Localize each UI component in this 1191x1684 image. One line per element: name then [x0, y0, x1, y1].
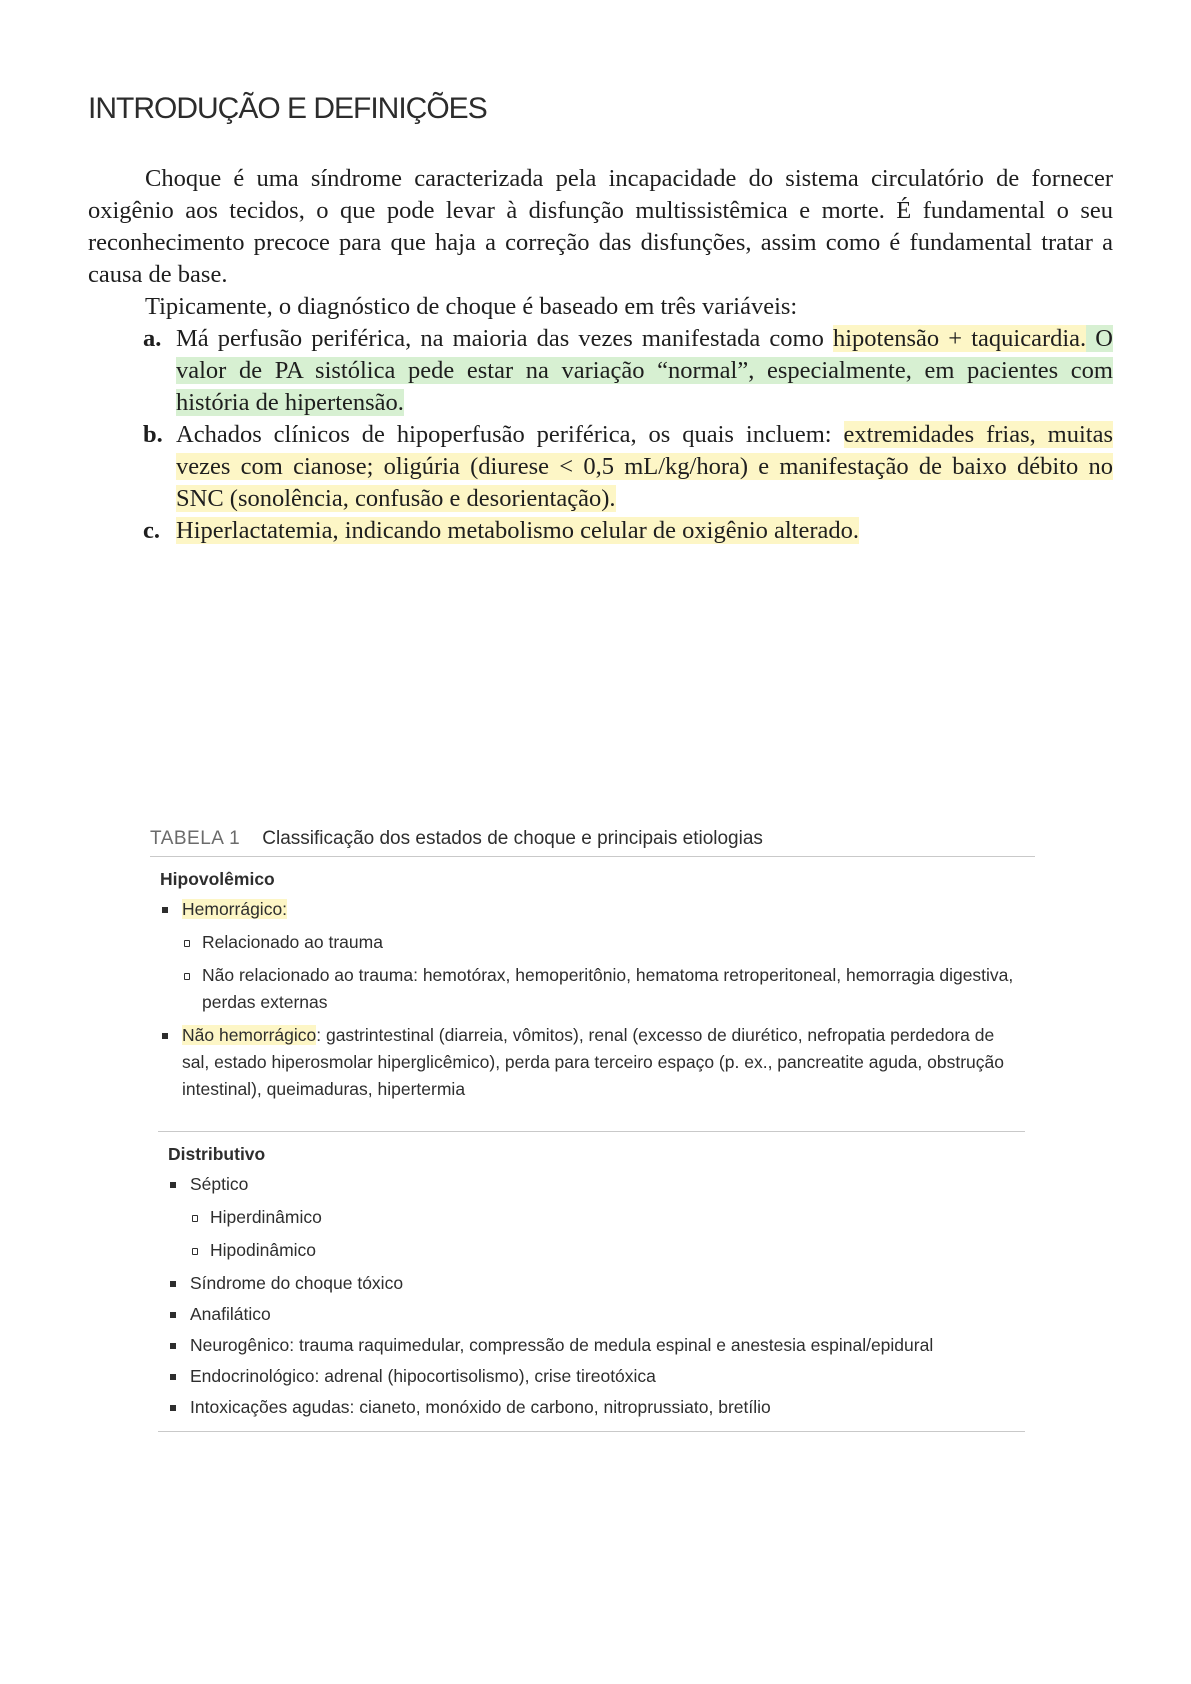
- table-label: TABELA 1: [150, 828, 241, 849]
- item-text: Má perfusão periférica, na maioria das vezes manifestada como: [176, 325, 833, 352]
- intro-text: [88, 163, 1113, 547]
- sub-list-item: Relacionado ao trauma: [160, 929, 1025, 956]
- list-marker: c.: [143, 517, 160, 544]
- highlight-yellow: Hiperlactatemia, indicando metabolismo celular de oxigênio alterado.: [176, 517, 860, 544]
- criteria-list: [88, 323, 1113, 547]
- list-item: Endocrinológico: adrenal (hipocortisolismo), crise tireotóxica: [168, 1363, 1015, 1390]
- section-title: Hipovolêmico: [160, 869, 275, 889]
- list-item: [160, 896, 1025, 923]
- section-heading: INTRODUÇÃO E DEFINIÇÕES: [88, 92, 487, 125]
- section-hipovolemico: [150, 856, 1035, 1113]
- classification-table: [150, 828, 1035, 1432]
- list-marker: a.: [143, 325, 162, 352]
- list-item: [160, 1022, 1025, 1103]
- table-title: Classificação dos estados de choque e principais etiologias: [262, 828, 763, 849]
- highlight-yellow: extremidades frias, muitas vezes com cianose; oligúria (diurese < 0,5 mL/kg/hora) e manifestação de baixo débito no SNC (sonolência, confusão e desorientação).: [176, 421, 1113, 512]
- highlight-green: O valor de PA sistólica pede estar na variação “normal”, especialmente, em pacientes com história de hipertensão.: [176, 325, 1113, 416]
- list-marker: b.: [143, 421, 163, 448]
- highlight-yellow: Não hemorrágico: [182, 1025, 317, 1045]
- list-item: Anafilático: [168, 1301, 1015, 1328]
- section-title: Distributivo: [168, 1144, 266, 1164]
- section-distributivo: [158, 1131, 1025, 1432]
- intro-paragraph-2: Tipicamente, o diagnóstico de choque é baseado em três variáveis:: [145, 293, 798, 320]
- sub-list-item: Não relacionado ao trauma: hemotórax, hemoperitônio, hematoma retroperitoneal, hemorragia digestiva, perdas externas: [160, 962, 1025, 1016]
- sub-list-item: Hiperdinâmico: [168, 1204, 1015, 1231]
- sub-list-item: Hipodinâmico: [168, 1237, 1015, 1264]
- table-caption: [150, 828, 1035, 850]
- criteria-item-b: [88, 419, 1113, 515]
- item-text: : gastrintestinal (diarreia, vômitos), renal (excesso de diurético, nefropatia perdedora de sal, estado hiperosmolar hiperglicêmico), perda para terceiro espaço (p. ex., pancreatite aguda, obstrução intestinal), queimaduras, hipertermia: [182, 1025, 1004, 1099]
- list-item: Intoxicações agudas: cianeto, monóxido de carbono, nitroprussiato, bretílio: [168, 1394, 1015, 1421]
- item-text: Achados clínicos de hipoperfusão periférica, os quais incluem:: [176, 421, 844, 448]
- criteria-item-c: [88, 515, 1113, 547]
- intro-paragraph-1: Choque é uma síndrome caracterizada pela incapacidade do sistema circulatório de fornecer oxigênio aos tecidos, o que pode levar à disfunção multissistêmica e morte. É fundamental o seu reconhecimento precoce para que haja a correção das disfunções, assim como é fundamental tratar a causa de base.: [88, 165, 1113, 288]
- list-item: Síndrome do choque tóxico: [168, 1270, 1015, 1297]
- list-item: Séptico: [168, 1171, 1015, 1198]
- list-item: Neurogênico: trauma raquimedular, compressão de medula espinal e anestesia espinal/epidural: [168, 1332, 1015, 1359]
- highlight-yellow: hipotensão + taquicardia.: [832, 325, 1087, 352]
- criteria-item-a: [88, 323, 1113, 419]
- highlight-yellow: Hemorrágico:: [182, 899, 288, 919]
